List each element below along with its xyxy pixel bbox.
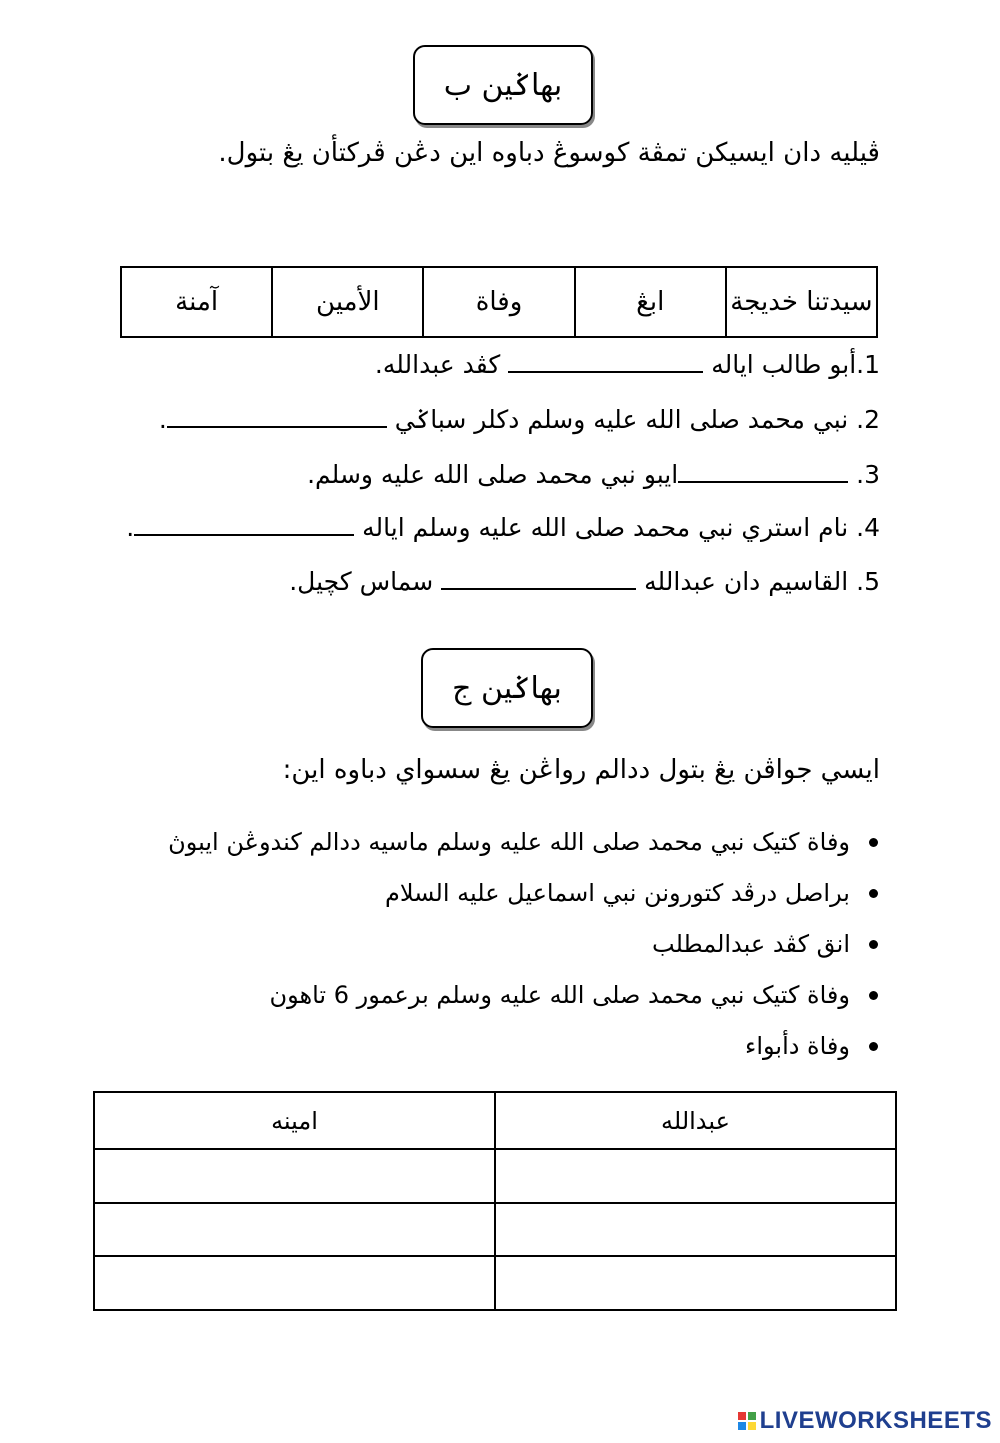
list-item[interactable]	[168, 973, 880, 1024]
question-text: 2. نبي محمد صلى الله عليه وسلم دکلر سباݢي	[394, 405, 880, 434]
section-b-title-text: بهاݢين ب	[443, 67, 563, 103]
list-item[interactable]	[168, 922, 880, 973]
list-item[interactable]	[168, 820, 880, 871]
word-bank-cell: ابڠ	[575, 267, 726, 337]
question-5	[289, 567, 880, 596]
item-text: وفاة کتيک نبي محمد صلى الله عليه وسلم ماسيه ددالم کندوڠن ايبوڽ	[168, 828, 850, 856]
word-bank-cell: الأمين	[272, 267, 423, 337]
drop-cell[interactable]	[495, 1256, 896, 1310]
question-text: کڤد عبدالله.	[374, 350, 501, 379]
answer-blank-2[interactable]	[167, 422, 387, 428]
section-c-items	[168, 820, 880, 1075]
question-3	[307, 460, 880, 489]
bullet-icon	[869, 889, 878, 898]
liveworksheets-brand	[738, 1407, 992, 1435]
bullet-icon	[869, 940, 878, 949]
section-b-instruction: ڤيليه دان ايسيکن تمڤة کوسوڠ دباوه اين دڠن ڤرکتأن يڠ بتول.	[218, 138, 880, 168]
drop-cell[interactable]	[94, 1203, 495, 1257]
word-bank-cell: وفاة	[423, 267, 574, 337]
answer-blank-4[interactable]	[134, 530, 354, 536]
bullet-icon	[869, 991, 878, 1000]
item-text: براصل درڤد کتورونن نبي اسماعيل عليه السلام	[384, 879, 850, 907]
word-bank-cell: سيدتنا خديجة	[726, 267, 877, 337]
question-1	[375, 350, 880, 379]
liveworksheets-logo-icon	[738, 1412, 756, 1430]
section-c-title	[421, 648, 593, 728]
drop-cell[interactable]	[94, 1256, 495, 1310]
item-text: وفاة دأبواء	[745, 1032, 850, 1060]
item-text: وفاة کتيک نبي محمد صلى الله عليه وسلم برعمور 6 تاهون	[269, 981, 850, 1009]
question-2	[159, 405, 880, 434]
bullet-icon	[869, 1042, 878, 1051]
section-b-title	[413, 45, 593, 125]
question-text: 1.أبو طالب اياله	[711, 350, 880, 379]
bullet-icon	[869, 838, 878, 847]
question-text: 4. نام استري نبي محمد صلى الله عليه وسلم اياله	[362, 513, 880, 542]
table-header-abdullah: عبدالله	[495, 1092, 896, 1149]
word-bank-table	[120, 266, 878, 338]
section-c-title-text: بهاݢين ج	[452, 670, 562, 706]
answer-table	[93, 1091, 897, 1311]
question-text: .	[126, 513, 135, 542]
answer-blank-5[interactable]	[441, 584, 636, 590]
question-text: 5. القاسيم دان عبدالله	[644, 567, 880, 596]
list-item[interactable]	[168, 1024, 880, 1075]
question-4	[126, 513, 880, 542]
answer-blank-3[interactable]	[678, 477, 848, 483]
question-text: 3.	[856, 460, 880, 489]
question-text: .	[158, 405, 167, 434]
table-header-aminah: امينه	[94, 1092, 495, 1149]
list-item[interactable]	[168, 871, 880, 922]
brand-text: LIVEWORKSHEETS	[759, 1407, 992, 1434]
answer-blank-1[interactable]	[508, 367, 703, 373]
item-text: انق کڤد عبدالمطلب	[652, 930, 850, 958]
section-c-instruction: ايسي جواڤن يڠ بتول ددالم رواڠن يڠ سسواي دباوه اين:	[282, 755, 880, 785]
question-text: سماس کچيل.	[289, 567, 434, 596]
drop-cell[interactable]	[94, 1149, 495, 1203]
word-bank-cell: آمنة	[121, 267, 272, 337]
drop-cell[interactable]	[495, 1203, 896, 1257]
drop-cell[interactable]	[495, 1149, 896, 1203]
question-text: ايبو نبي محمد صلى الله عليه وسلم.	[307, 460, 679, 489]
